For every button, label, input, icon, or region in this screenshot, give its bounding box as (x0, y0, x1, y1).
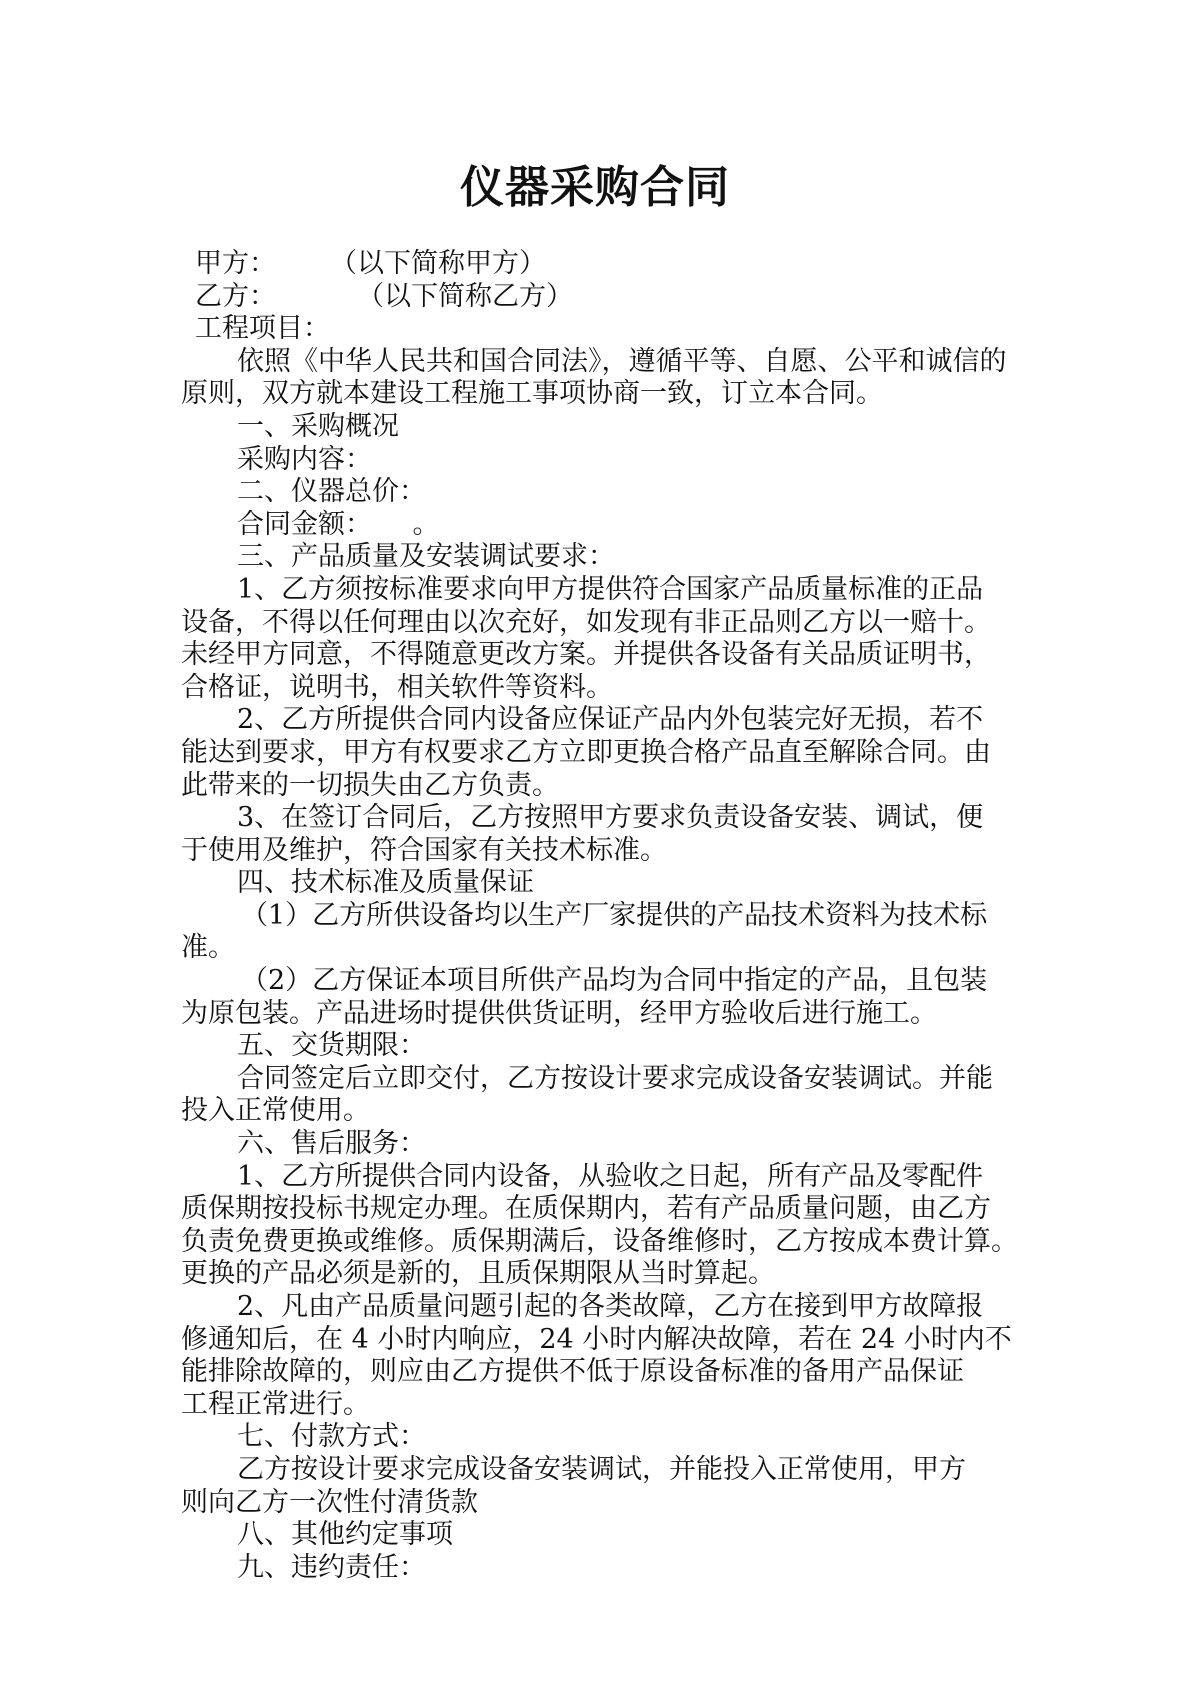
paragraph-line: 此带来的一切损失由乙方负责。 (181, 769, 559, 801)
paragraph-line: 工程正常进行。 (181, 1388, 370, 1420)
paragraph-line: （1）乙方所供设备均以生产厂家提供的产品技术资料为技术标 (241, 899, 988, 931)
paragraph-line: 准。 (181, 932, 235, 964)
paragraph-line: 能达到要求，甲方有权要求乙方立即更换合格产品直至解除合同。由 (181, 736, 991, 768)
paragraph-line: 则向乙方一次性付清货款 (181, 1486, 478, 1518)
paragraph-line: 2、乙方所提供合同内设备应保证产品内外包装完好无损，若不 (237, 704, 984, 736)
project-line: 工程项目： (195, 313, 330, 345)
paragraph-line: 采购内容： (237, 443, 372, 475)
paragraph-line: 合同签定后立即交付，乙方按设计要求完成设备安装调试。并能 (237, 1062, 993, 1094)
section-heading: 一、采购概况 (237, 410, 399, 442)
page-title: 仪器采购合同 (460, 162, 730, 213)
paragraph-line: 合格证，说明书，相关软件等资料。 (181, 671, 613, 703)
paragraph-line: 设备，不得以任何理由以次充好，如发现有非正品则乙方以一赔十。 (181, 606, 991, 638)
paragraph-line: 更换的产品必须是新的，且质保期限从当时算起。 (181, 1258, 775, 1290)
contract-body (181, 248, 1019, 1584)
paragraph-line: （2）乙方保证本项目所供产品均为合同中指定的产品，且包装 (241, 965, 988, 997)
paragraph-line: 负责免费更换或维修。质保期满后，设备维修时，乙方按成本费计算。 (181, 1225, 1018, 1257)
paragraph-line: 质保期按投标书规定办理。在质保期内，若有产品质量问题，由乙方 (181, 1193, 991, 1225)
party-b-line: 乙方： （以下简称乙方） (195, 280, 573, 312)
paragraph-line: 未经甲方同意，不得随意更改方案。并提供各设备有关品质证明书， (181, 639, 991, 671)
paragraph-line: 3、在签订合同后，乙方按照甲方要求负责设备安装、调试，便 (237, 802, 984, 834)
paragraph-line: 1、乙方所提供合同内设备，从验收之日起，所有产品及零配件 (237, 1160, 984, 1192)
paragraph-line: 修通知后，在 4 小时内响应，24 小时内解决故障，若在 24 小时内不 (181, 1323, 1012, 1355)
section-heading: 五、交货期限： (237, 1030, 426, 1062)
section-heading: 三、产品质量及安装调试要求： (237, 541, 615, 573)
section-heading: 二、仪器总价： (237, 476, 426, 508)
preamble-line: 原则，双方就本建设工程施工事项协商一致，订立本合同。 (181, 378, 883, 410)
party-a-line: 甲方： （以下简称甲方） (195, 248, 546, 279)
paragraph-line: 2、凡由产品质量问题引起的各类故障，乙方在接到甲方故障报 (237, 1291, 984, 1322)
preamble-line: 依照《中华人民共和国合同法》，遵循平等、自愿、公平和诚信的 (237, 345, 1007, 377)
paragraph-line: 合同金额： 。 (237, 508, 440, 540)
paragraph-line: 乙方按设计要求完成设备安装调试，并能投入正常使用，甲方 (237, 1453, 966, 1485)
paragraph-line: 1、乙方须按标准要求向甲方提供符合国家产品质量标准的正品 (237, 573, 984, 605)
paragraph-line: 为原包装。产品进场时提供供货证明，经甲方验收后进行施工。 (181, 997, 937, 1029)
paragraph-line: 能排除故障的，则应由乙方提供不低于原设备标准的备用产品保证 (181, 1356, 964, 1388)
paragraph-line: 投入正常使用。 (181, 1095, 370, 1127)
paragraph-line: 于使用及维护，符合国家有关技术标准。 (181, 834, 667, 866)
section-heading: 四、技术标准及质量保证 (237, 867, 534, 899)
section-heading: 六、售后服务： (237, 1128, 426, 1160)
section-heading: 八、其他约定事项 (237, 1519, 453, 1551)
section-heading: 九、违约责任： (237, 1551, 426, 1583)
section-heading: 七、付款方式： (237, 1421, 426, 1453)
